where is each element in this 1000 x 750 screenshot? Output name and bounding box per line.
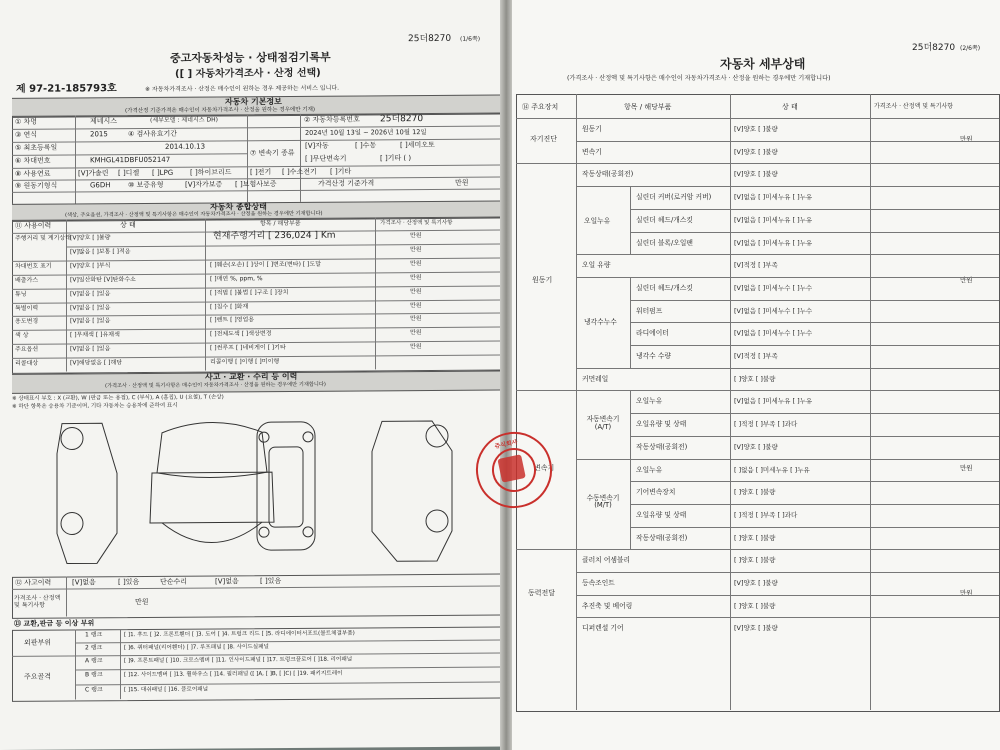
parts-items: [ ]6. 쿼터패널(리어휀더) [ ]7. 루프패널 [ ]8. 사이드실패널: [124, 644, 269, 652]
accident-note: (가격조사 · 산정액 및 특기사항은 매수인이 자동차가격조사 · 산정을 원하는 경우에만 기재합니다): [105, 381, 326, 390]
detail-item: 변속기: [582, 147, 602, 156]
overall-row-label: 튜닝: [15, 290, 27, 298]
fuel-diesel: [ ]디젤: [118, 169, 140, 178]
detail-row-divider: [576, 186, 999, 187]
self-diag-label: 자기진단: [530, 135, 558, 143]
group-divider: [630, 186, 631, 254]
base-price-label: 가격산정 기준가격: [318, 179, 375, 188]
fuel-lpg: [ ]LPG: [152, 168, 174, 177]
first-reg-label: ⑤ 최초등록일: [15, 143, 58, 152]
overall-row-price: 만원: [410, 245, 422, 254]
overall-row-detail: 리콜이행 [ ]이행 [ ]미이행: [210, 358, 280, 366]
detail-state: [ ]없음 [ ]미세누유 [ ]누유: [734, 465, 810, 474]
fuel-hybrid: [ ]하이브리드: [190, 168, 232, 177]
detail-state: [V]양호 [ ]불량: [734, 125, 778, 133]
detail-state: [ ]양호 [ ]불량: [734, 488, 776, 497]
detail-state: [ ]양호 [ ]불량: [734, 556, 776, 565]
detail-item: 작동상태(공회전): [636, 533, 688, 542]
detail-item: 라디에이터: [636, 329, 669, 338]
detail-row-divider: [630, 481, 999, 482]
outer-panel-label: 외판부위: [24, 638, 52, 647]
detail-item: 디퍼렌셜 기어: [582, 624, 624, 633]
trans-label: 변속기: [534, 464, 555, 473]
simple-repair-yes: [ ]있음: [260, 577, 282, 586]
power-price: 만원: [960, 589, 973, 598]
detail-item: 실린더 헤드/개스킷: [636, 215, 693, 224]
detail-note: (가격조사 · 산정액 및 특기사항은 매수인이 자동차가격조사 · 산정을 원하는 경우에만 기재합니다): [567, 75, 831, 82]
model-label: ① 차명: [15, 117, 38, 126]
history-yes: [ ]있음: [118, 578, 140, 587]
parts-title: ⑬ 교환,판금 등 이상 부위: [14, 619, 95, 628]
trans-opt-manual: [ ]수동: [355, 141, 377, 150]
page-title: 중고자동차성능 · 상태점검기록부: [170, 50, 331, 65]
overall-row-price: 만원: [410, 301, 422, 309]
page-subtitle: ([ ] 자동차가격조사 · 산정 선택): [175, 67, 321, 80]
col-price: 가격조사 · 산정액 및 특기사항: [380, 219, 453, 227]
trans-opt-auto: [V]자동: [305, 141, 329, 150]
col-price-right: 가격조사 · 산정액 및 특기사항: [874, 103, 954, 110]
detail-row-divider: [576, 595, 999, 596]
overall-row-detail: 현재주행거리 [ 236,024 ] Km: [213, 230, 336, 242]
stamp-text: 쥬식회사: [494, 438, 519, 451]
detail-row-divider: [630, 504, 999, 505]
detail-title: 자동차 세부상태: [720, 57, 806, 71]
fuel-electric: [ ]전기: [250, 168, 272, 177]
self-diag-price: 만원: [960, 135, 973, 143]
overall-row-price: 만원: [410, 273, 422, 281]
car-front-outline: [157, 422, 267, 478]
detail-item: 클러치 어셈블리: [582, 556, 631, 565]
detail-item: 실린더 블록/오일팬: [636, 238, 693, 247]
overall-row-state: [V]없음 [ ]있음: [70, 345, 111, 353]
detail-row-divider: [516, 118, 999, 119]
overall-row-state: [V]양호 [ ]불량: [70, 234, 111, 242]
plate-label: ② 자동차등록번호: [304, 115, 360, 124]
engine-price: 만원: [960, 275, 973, 284]
power-label: 동력전달: [528, 589, 556, 598]
parts-rank: A 랭크: [85, 657, 103, 665]
detail-row-divider: [576, 163, 999, 164]
engine-group-label: 냉각수누수: [584, 317, 617, 326]
overall-row-label: 배출가스: [15, 276, 39, 284]
detail-state: [V]없음 [ ]미세누수 [ ]누수: [734, 306, 813, 315]
detail-state: [ ]적정 [ ]부족 [ ]과다: [734, 510, 798, 519]
overall-row-label: 색 상: [15, 332, 29, 340]
model-value: 제네시스: [90, 117, 118, 126]
detail-row-divider: [576, 141, 999, 142]
detail-state: [V]적정 [ ]부족: [734, 352, 778, 360]
detail-state: [ ]양호 [ ]불량: [734, 533, 776, 542]
engine-type-value: G6DH: [90, 181, 111, 190]
detail-state: [V]없음 [ ]미세누유 [ ]누유: [734, 397, 813, 406]
accident-title: 사고 · 교환 · 수리 등 이력: [205, 371, 298, 382]
simple-repair-label: 단순수리: [160, 577, 188, 586]
overall-row-detail: [ ]적법 [ ]불법 [ ]구조 [ ]장치: [210, 288, 289, 297]
overall-row-state: [V]많음 [ ]보통 [ ]적음: [70, 247, 131, 256]
parts-items: [ ]9. 프론트패널 [ ]10. 크로스멤버 [ ]11. 인사이드패널 [ ]17. 트렁크플로어 [ ]18. 리어패널: [124, 656, 353, 665]
car-side-right-outline: [372, 421, 452, 562]
overall-row-state: [ ]무채색 [ ]유채색: [70, 331, 120, 339]
detail-item: 커먼레일: [582, 374, 609, 383]
detail-row-divider: [630, 209, 999, 210]
doc-number: 25더8270: [408, 33, 452, 45]
detail-row-divider: [630, 345, 999, 346]
trans-label: ⑦ 변속기 종류: [250, 148, 295, 158]
history-none: [V]없음: [72, 578, 96, 587]
right-page: [512, 0, 1000, 750]
fuel-hydrogen: [ ]수소전기: [282, 167, 317, 177]
detail-item: 추진축 및 베어링: [582, 601, 633, 610]
vin-value: KMHGL41DBFU052147: [90, 155, 171, 165]
registration-number: 제 97-21-185793호: [16, 83, 117, 95]
detail-row-divider: [630, 322, 999, 323]
simple-repair-none: [V]없음: [215, 577, 239, 586]
detail-item: 원동기: [582, 125, 602, 133]
wheel-front-left-icon: [61, 427, 83, 449]
detail-row-divider: [630, 232, 999, 233]
overall-row-price: 만원: [410, 232, 422, 240]
detail-row-divider: [630, 436, 999, 437]
overall-row-label: 주행거리 및 계기상태: [15, 234, 71, 242]
overall-row-state: [V]없음 [ ]있음: [70, 317, 111, 325]
trans-price: 만원: [960, 464, 973, 473]
parts-items: [ ]15. 대쉬패널 [ ]16. 플로어패널: [124, 686, 209, 694]
fuel-gasoline: [V]가솔린: [78, 169, 109, 178]
detail-state: [ ]양호 [ ]불량: [734, 374, 776, 383]
detail-item: 냉각수 수량: [636, 352, 671, 360]
detail-item: 작동상태(공회전): [582, 170, 634, 179]
plate-value: 25더8270: [380, 114, 424, 125]
trans-opt-cvt: [ ]무단변속기: [305, 154, 347, 163]
parts-items: [ ]1. 후드 [ ]2. 프론트휀더 [ ]3. 도어 [ ]4. 트렁크 리드 [ ]5. 라디에이터서포트(볼트체결부품): [124, 630, 355, 639]
detail-state: [V]양호 [ ]불량: [734, 579, 778, 587]
fuel-other: [ ]기타: [330, 167, 352, 176]
valid-value: 2024년 10월 13일 ~ 2026년 10월 12일: [305, 128, 427, 137]
detail-state: [V]없음 [ ]미세누유 [ ]누유: [734, 238, 813, 247]
overall-row-price: 만원: [410, 329, 422, 337]
detail-row-divider: [630, 300, 999, 301]
detail-row-divider: [576, 390, 999, 391]
trans-opt-semi: [ ]세미오토: [400, 140, 435, 150]
detail-row-divider: [576, 617, 999, 618]
overall-row-price: 만원: [410, 259, 422, 267]
detail-item: 기어변속장치: [636, 488, 676, 497]
detail-item: 오일누유: [636, 465, 663, 474]
detail-item: 작동상태(공회전): [636, 442, 688, 451]
col-use-history: ⑪ 사용이력: [15, 221, 52, 230]
detail-state: [ ]적정 [ ]부족 [ ]과다: [734, 420, 798, 429]
overall-row-detail: [ ]전체도색 [ ]색상변경: [210, 330, 272, 338]
detail-state: [V]없음 [ ]미세누수 [ ]누수: [734, 329, 813, 338]
vin-label: ⑥ 차대번호: [15, 156, 51, 165]
parts-rank: C 랭크: [85, 686, 103, 694]
overall-row-detail: [ ]매연 %, ppm, %: [210, 274, 263, 283]
col-state: 상 태: [120, 221, 136, 230]
auto-trans-label: 자동변속기 (A/T): [586, 415, 620, 431]
right-page-label: (2/6쪽): [960, 45, 981, 52]
detail-state: [V]양호 [ ]불량: [734, 147, 778, 156]
detail-item: 오일유량 및 상태: [636, 510, 687, 519]
service-notice: ※ 자동차가격조사 · 산정은 매수인이 원하는 경우 제공하는 서비스 입니다.: [145, 84, 340, 93]
detail-state: [ ]양호 [ ]불량: [734, 601, 776, 610]
overall-row-state: [V]해당없음 [ ]해당: [70, 359, 123, 367]
legend-note: ※ 하단 항목은 승용차 기준이며, 기타 자동차는 승용차에 준하여 표시: [12, 402, 178, 410]
detail-state: [V]양호 [ ]불량: [734, 442, 778, 451]
overall-row-detail: [ ]훼손(오손) [ ]상이 [ ]변조(변타) [ ]도말: [210, 260, 321, 269]
engine-type-label: ⑨ 원동기형식: [15, 181, 58, 190]
overall-row-state: [V]일산화탄 [V]탄화수소: [70, 275, 136, 284]
detail-state: [V]적정 [ ]부족: [734, 261, 778, 270]
detail-row-divider: [576, 572, 999, 573]
overall-row-label: 차대번호 표기: [15, 262, 52, 270]
base-price-unit: 만원: [455, 178, 469, 187]
engine-group-label: 오일누유: [584, 217, 611, 226]
parts-rank: 1 랭크: [85, 631, 103, 639]
overall-row-state: [V]없음 [ ]있음: [70, 303, 111, 312]
overall-row-state: [V]양호 [ ]부식: [70, 262, 111, 270]
detail-model: (세부모델 : 제네시스 DH): [150, 116, 218, 124]
manual-trans-label: 수동변속기 (M/T): [586, 493, 620, 509]
accident-price-unit: 만원: [135, 597, 149, 607]
wheel-rear-right-icon: [426, 510, 448, 532]
overall-row-label: 리콜대상: [15, 359, 39, 367]
detail-state: [V]양호 [ ]불량: [734, 624, 778, 633]
col-item-part: 항목 / 해당부품: [624, 103, 672, 111]
overall-row-price: 만원: [410, 287, 422, 295]
year-label: ③ 연식: [15, 130, 38, 139]
overall-title: 자동차 종합상태: [210, 202, 267, 212]
detail-item: 오일누유: [636, 397, 663, 406]
overall-row-label: 용도변경: [15, 318, 39, 326]
detail-row-divider: [516, 549, 999, 550]
page-label: (1/6쪽): [460, 35, 481, 43]
parts-rank: 2 랭크: [85, 644, 103, 652]
warranty-insurer: [ ]보험사보증: [235, 180, 277, 189]
overall-note: (색상, 주요옵션, 가격조사 · 산정액 및 특기사항은 매수인이 자동차가격조사 · 산정을 원하는 경우에만 기재합니다): [65, 210, 323, 219]
valid-label: ④ 검사유효기간: [128, 129, 178, 139]
parts-rank: B 랭크: [85, 671, 103, 679]
parts-items: [ ]12. 사이드멤버 [ ]13. 휠하우스 [ ]14. 필러패널 ([ ]A, [ ]B, [ ]C) [ ]19. 패키지트레이: [124, 670, 343, 679]
first-reg-value: 2014.10.13: [165, 142, 206, 151]
history-label: ⑫ 사고이력: [15, 578, 52, 587]
col-detail: 항목 / 해당부품: [260, 219, 301, 228]
overall-row-label: 특별이력: [15, 304, 39, 312]
overall-row-detail: [ ]침수 [ ]화재: [210, 302, 249, 311]
col-state-right: 상 태: [782, 103, 798, 111]
basic-info-note: (가격산정 기준가격은 매수인이 자동차가격조사 · 산정을 원하는 경우에만 기재): [125, 106, 316, 115]
engine-label: 원동기: [532, 275, 553, 284]
detail-item: 실린더 헤드/개스킷: [636, 283, 693, 292]
detail-row-divider: [576, 254, 999, 255]
detail-row-divider: [630, 527, 999, 528]
detail-state: [V]없음 [ ]미세누유 [ ]누유: [734, 215, 813, 224]
fuel-label: ⑧ 사용연료: [15, 169, 51, 178]
trans-opt-other: [ ]기타 ( ): [380, 154, 412, 163]
accident-price-label: 가격조사 · 산정액 및 특기사항: [14, 594, 61, 609]
car-side-left-outline: [57, 423, 117, 563]
detail-row-divider: [576, 277, 999, 278]
detail-row-divider: [576, 368, 999, 369]
detail-item: 실린더 커버(로커암 커버): [636, 193, 712, 202]
frame-label: 주요골격: [24, 672, 52, 681]
detail-item: 등속조인트: [582, 579, 615, 587]
detail-state: [V]없음 [ ]미세누유 [ ]누유: [734, 193, 813, 202]
detail-row-divider: [576, 459, 999, 460]
basic-info-title: 자동차 기본정보: [225, 97, 282, 107]
warranty-self: [V]자가보증: [185, 180, 223, 189]
detail-item: 오일 유량: [582, 261, 611, 270]
legend-symbols: ※ 상태표시 부호 : X (교환), W (판금 또는 용접), C (부식), A (흠집), U (요철), T (손상): [12, 394, 224, 402]
overall-row-price: 만원: [410, 343, 422, 351]
detail-state: [V]양호 [ ]불량: [734, 170, 778, 179]
overall-row-price: 만원: [410, 315, 422, 323]
overall-row-label: 주요옵션: [15, 345, 39, 354]
detail-item: 오일유량 및 상태: [636, 420, 687, 429]
overall-row-state: [V]없음 [ ]있음: [70, 289, 111, 298]
year-value: 2015: [90, 130, 108, 139]
overall-row-detail: [ ]렌트 [ ]영업용: [210, 316, 255, 324]
detail-item: 워터펌프: [636, 306, 663, 315]
wheel-rear-left-icon: [61, 512, 83, 534]
col-main-device: ⑭ 주요장치: [522, 103, 559, 111]
detail-row-divider: [630, 413, 999, 414]
right-doc-number: 25더8270: [912, 43, 956, 53]
overall-row-detail: [ ]썬루프 [ ]네비게이 [ ]기타: [210, 344, 286, 352]
detail-state: [V]없음 [ ]미세누수 [ ]누수: [734, 283, 813, 292]
group-divider: [630, 390, 631, 549]
car-diagram: [12, 411, 500, 574]
warranty-label: ⑩ 보증유형: [128, 180, 164, 190]
